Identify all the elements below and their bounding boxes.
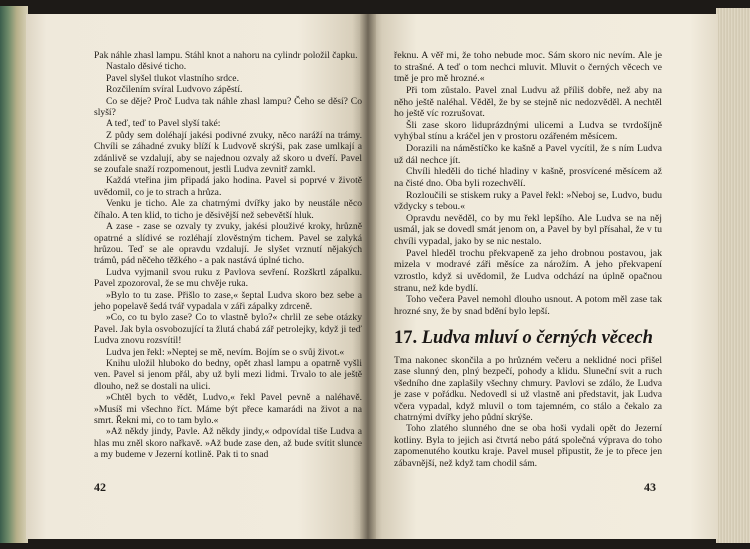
paragraph: Pavel hleděl trochu překvapeně za jeho drobnou postavou, jak mizela v modravé záři měsíce za nárožím. A jeho překvapení vzrostlo, když si uvědomil, že Ludva odchází na úplně opačnou stranu, než kde bydlí.: [394, 247, 662, 294]
paragraph: Ludva vyjmanil svou ruku z Pavlova sevření. Rozškrtl zápalku. Pavel zpozoroval, že se mu chvěje ruka.: [94, 266, 362, 290]
paragraph: »Co, co tu bylo zase? Co to vlastně bylo?« chrlil ze sebe otázky Pavel. Jak byla osvobozující ta žlutá chabá zář petrolejky, když ji teď Ludva znovu rozsvítil!: [94, 312, 362, 347]
page-number-left: 42: [94, 480, 106, 494]
left-page-text: [94, 50, 362, 461]
right-page-text-top: [394, 50, 662, 317]
paragraph: Ludva jen řekl: »Neptej se mě, nevím. Bojím se o svůj život.«: [106, 346, 345, 358]
paragraph: Z půdy sem doléhají jakési podivné zvuky, něco naráží na trámy. Chvíli se záhadné zvuky blíží k Ludvově skrýši, pak zase umlkají a zdánlivě se vzdalují, aby se najednou ozvaly až skoro u dveří. Pavel se zoufale snaží rozpomenout, jestli Ludva zevnitř zamkl.: [94, 129, 362, 176]
paragraph: Rozloučili se stiskem ruky a Pavel řekl: »Neboj se, Ludvo, budu vždycky s tebou.«: [394, 189, 662, 213]
paragraph: Šli zase skoro liduprázdnými ulicemi a Ludva se tvrdošíjně vyhýbal stínu a kráčel jen v prostoru ozářeném měsícem.: [394, 119, 662, 143]
right-page-text-bottom: [394, 355, 662, 469]
book-gutter: [360, 14, 376, 539]
book-cover-left-edge: [0, 6, 28, 543]
paragraph: Opravdu nevěděl, co by mu řekl lepšího. Ale Ludva se na něj usmál, jak se dovedl smát jenom on, a Pavel by byl přísahal, že v tu chvíli vypadal, jako by se nic nestalo.: [394, 212, 662, 247]
paragraph: »Chtěl bych to vědět, Ludvo,« řekl Pavel pevně a naléhavě. »Musíš mi všechno říct. Máme být přece kamarádi na život a na smrt. Řekni mi, co to tam bylo.«: [94, 392, 362, 426]
paragraph: Tma nakonec skončila a po hrůzném večeru a neklidné noci přišel zase slunný den, plný bezpečí, pohody a klidu. Sluneční svit a ruch všedního dne zaplašily všechny chmury. Pavlovi se zdálo, že Ludva je zase v pořádku. Nedovedl si už vlastně ani představit, jak Ludva včera vypadal, když mluvil o tom tajemném, co stálo a čekalo za chatrnými dvířky jeho půdní skrýše.: [394, 355, 662, 424]
paragraph: Chvíli hleděli do tiché hladiny v kašně, prosvícené měsícem až na čisté dno. Oba byli rozechvělí.: [394, 166, 662, 189]
book-page-edges-right: [716, 8, 750, 543]
paragraph: Co se děje? Proč Ludva tak náhle zhasl lampu? Čeho se děsí? Co slyší?: [94, 95, 362, 119]
paragraph: Nastalo děsivé ticho.: [106, 61, 187, 73]
paragraph: »Bylo to tu zase. Přišlo to zase,« šeptal Ludva skoro bez sebe a jeho popelavě šedá tvář vypadala v záři zápalky zdrceně.: [94, 289, 362, 312]
paragraph: Venku je ticho. Ale za chatrnými dvířky jako by neustále něco číhalo. A ten klid, to ticho je děsivější než sebevětší hluk.: [94, 198, 362, 221]
chapter-title: Ludva mluví o černých věcech: [421, 328, 653, 348]
paragraph: řeknu. A věř mi, že toho nebude moc. Sám skoro nic nevím. Ale je to strašné. A teď o tom nechci mluvit. Mluvit o černých věcech ve tmě je pro mě hrozné.«: [394, 50, 662, 85]
paragraph: Rozčilením svíral Ludvovo zápěstí.: [106, 84, 243, 96]
paragraph: A zase - zase se ozvaly ty zvuky, jakési plouživé kroky, hrůzně opatrné a slídivé se rozléhají zlověstným tichem. Pavel se zalyká hrůzou. Teď se ale opravdu vzdalují. Je slyšet vrznutí nějakých trámů, pád něčeho těžkého - a pak nastává úplné ticho.: [94, 221, 362, 267]
paragraph: A teď, teď to Pavel slyší také:: [106, 118, 221, 130]
paragraph: »Až někdy jindy, Pavle. Až někdy jindy,« odpovídal tiše Ludva a hlas mu zněl skoro nařkavě. »Až bude zase den, až bude svítit slunce a my budeme v Jezerní kotlině. Pak ti to snad: [94, 426, 362, 461]
chapter-heading: [394, 328, 694, 349]
page-number-right: 43: [644, 480, 656, 494]
paragraph: Každá vteřina jim připadá jako hodina. Pavel si poprvé v životě uvědomil, co je to strach a hrůza.: [94, 175, 362, 198]
paragraph: Pavel slyšel tlukot vlastního srdce.: [106, 72, 239, 84]
chapter-number: 17.: [394, 328, 418, 348]
paragraph: Toho večera Pavel nemohl dlouho usnout. A potom měl zase tak hrozné sny, že by snad bdění bylo lepší.: [394, 294, 662, 317]
paragraph: Pak náhle zhasl lampu. Stáhl knot a nahoru na cylindr položil čapku.: [94, 50, 358, 61]
paragraph: Dorazili na náměstíčko ke kašně a Pavel vycítil, že s ním Ludva už dál nechce jít.: [394, 143, 662, 166]
paragraph: Při tom zůstalo. Pavel znal Ludvu až příliš dobře, než aby na něho ještě naléhal. Věděl, že by se stejně nic nedozvěděl. A nechtěl ho ještě víc rozrušovat.: [394, 84, 662, 120]
paragraph: Knihu uložil hluboko do bedny, opět zhasl lampu a opatrně vyšli ven. Pavel si jenom přál, aby už byli mezi lidmi. Trvalo to ale ještě dlouho, než se dostali na ulici.: [94, 357, 362, 392]
paragraph: Toho zlatého slunného dne se oba hoši vydali opět do Jezerní kotliny. Byla to jejich asi čtvrtá nebo pátá společná výprava do toho zapomenutého koutku kraje. Pavel musel připustit, že je to přece jen zábavnější, než když tam chodil sám.: [394, 423, 662, 469]
